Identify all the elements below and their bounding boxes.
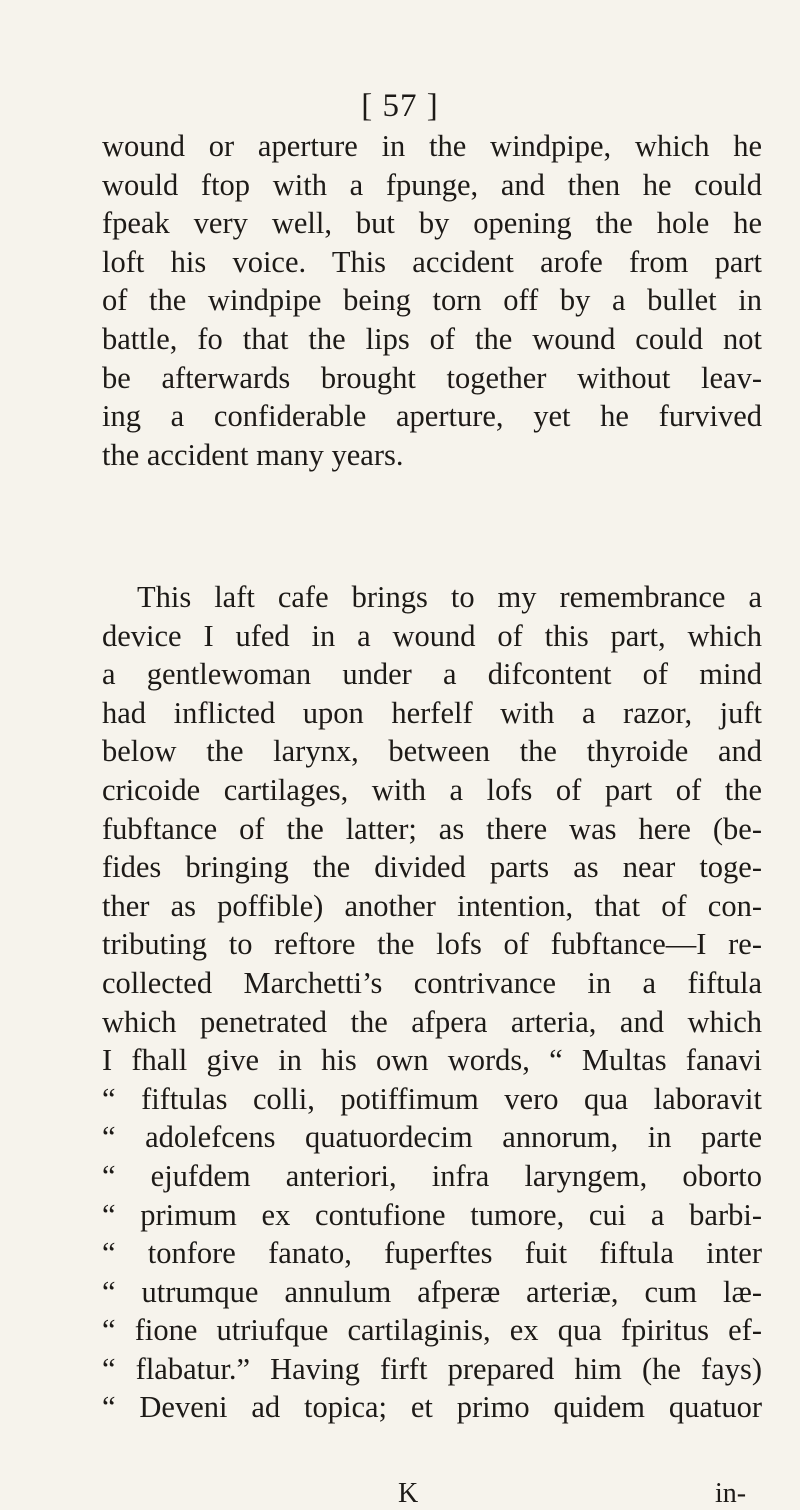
- text-line: battle, fo that the lips of the wound could not: [102, 321, 762, 356]
- page-number: [ 57 ]: [361, 88, 439, 124]
- signature-mark: K: [398, 1478, 419, 1509]
- catchword: in-: [715, 1478, 747, 1509]
- text-line: would ftop with a fpunge, and then he could: [102, 167, 762, 202]
- text-line: fpeak very well, but by opening the hole he: [102, 206, 762, 241]
- text-line: device I ufed in a wound of this part, which: [102, 618, 762, 653]
- text-line: “ Deveni ad topica; et primo quidem quatuor: [102, 1390, 762, 1425]
- paragraph-2: [102, 578, 762, 1427]
- text-line: “ ejufdem anteriori, infra laryngem, oborto: [102, 1158, 762, 1193]
- text-line: “ utrumque annulum afperæ arteriæ, cum læ-: [102, 1274, 762, 1309]
- text-line: of the windpipe being torn off by a bullet in: [102, 283, 762, 318]
- text-line: ing a confiderable aperture, yet he furvived: [102, 399, 762, 434]
- text-line: “ fione utriufque cartilaginis, ex qua fpiritus ef-: [102, 1313, 762, 1348]
- text-line: “ tonfore fanato, fuperftes fuit fiftula inter: [102, 1236, 762, 1271]
- text-line: cricoide cartilages, with a lofs of part of the: [102, 772, 762, 807]
- text-line: “ adolefcens quatuordecim annorum, in parte: [102, 1120, 762, 1155]
- text-line: This laft cafe brings to my remembrance a: [137, 580, 762, 614]
- text-line: a gentlewoman under a difcontent of mind: [102, 657, 762, 692]
- text-line: I fhall give in his own words, “ Multas fanavi: [102, 1043, 762, 1078]
- text-line: which penetrated the afpera arteria, and which: [102, 1004, 762, 1039]
- text-line: “ fiftulas colli, potiffimum vero qua laboravit: [102, 1081, 762, 1116]
- text-line: the accident many years.: [102, 437, 404, 472]
- paragraph-1: [102, 127, 762, 474]
- text-line: tributing to reftore the lofs of fubftance—I re-: [102, 927, 762, 962]
- text-line: collected Marchetti’s contrivance in a fiftula: [102, 965, 762, 1000]
- text-line: below the larynx, between the thyroide and: [102, 734, 762, 769]
- text-line: ther as poffible) another intention, that of con-: [102, 888, 762, 923]
- text-line: wound or aperture in the windpipe, which he: [102, 129, 762, 163]
- text-line: “ primum ex contufione tumore, cui a barbi-: [102, 1197, 762, 1232]
- text-line: fubftance of the latter; as there was here (be-: [102, 811, 762, 846]
- text-line: fides bringing the divided parts as near toge-: [102, 850, 762, 885]
- text-line: be afterwards brought together without leav-: [102, 360, 762, 395]
- text-line: had inflicted upon herfelf with a razor, juft: [102, 695, 762, 730]
- text-line: “ flabatur.” Having firft prepared him (he fays): [102, 1351, 762, 1386]
- text-line: loft his voice. This accident arofe from part: [102, 244, 762, 279]
